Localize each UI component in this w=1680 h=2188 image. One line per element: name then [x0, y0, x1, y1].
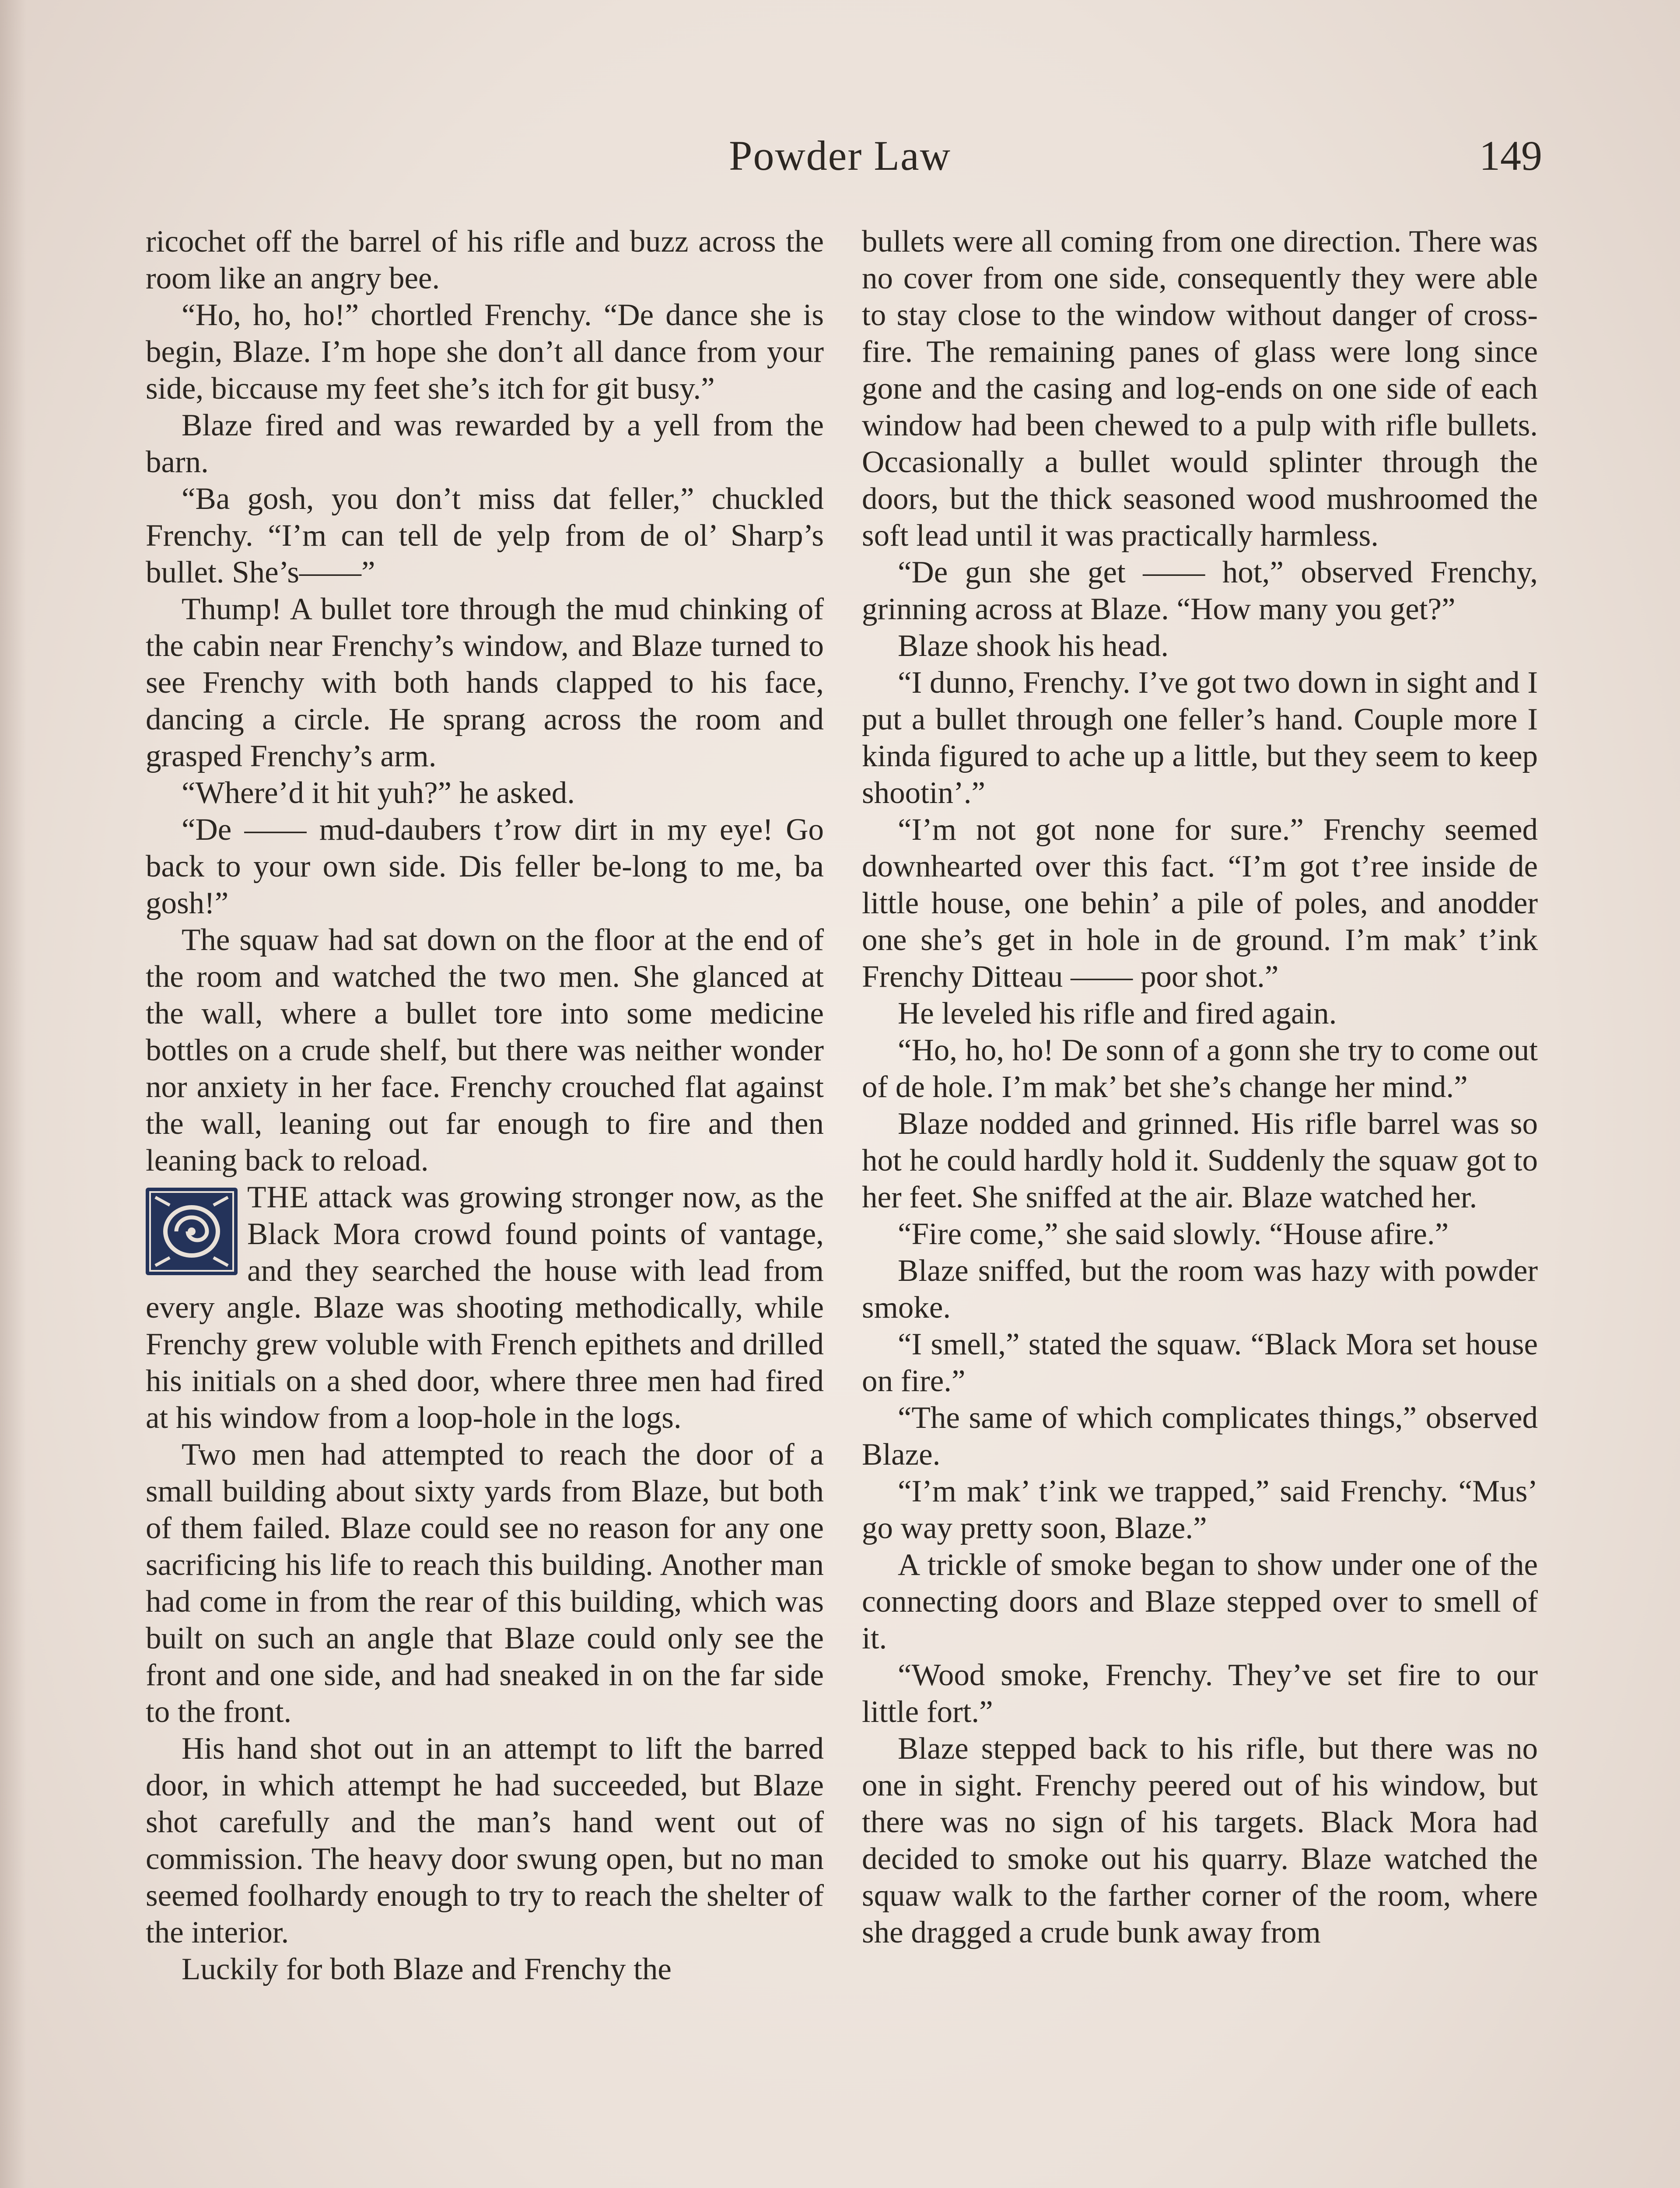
- paragraph: “Wood smoke, Frenchy. They’ve set fire to our little fort.”: [862, 1658, 1538, 1729]
- paragraph: The squaw had sat down on the floor at the end of the room and watched the two men. She glanced at the wall, where a bullet tore into some medicine bottles on a crude shelf, but there was neither wonder nor anxiety in her face. Frenchy crouched flat against the wall, leaning out far enough to fire and then leaning back to reload.: [146, 923, 824, 1178]
- paragraph: “The same of which complicates things,” observed Blaze.: [862, 1401, 1538, 1472]
- section-lead-in: THE: [247, 1180, 309, 1214]
- paragraph: ricochet off the barrel of his rifle and buzz across the room like an angry bee.: [146, 224, 824, 295]
- left-column-paragraphs: [146, 223, 824, 1179]
- running-head: Powder Law: [729, 132, 951, 179]
- paragraph: Blaze nodded and grinned. His rifle barrel was so hot he could hardly hold it. Suddenly the squaw got to her feet. She sniffed at the air. Blaze watched her.: [862, 1107, 1538, 1214]
- paragraph: His hand shot out in an attempt to lift the barred door, in which attempt he had succeeded, but Blaze shot carefully and the man’s hand went out of commission. The heavy door swung open, but no man seemed foolhardy enough to try to reach the shelter of the interior.: [146, 1732, 824, 1950]
- paragraph: Two men had attempted to reach the door of a small building about sixty yards from Blaze, but both of them failed. Blaze could see no reason for any one sacrificing his life to reach this building. Another man had come in from the rear of this building, which was built on such an angle that Blaze could only see the front and one side, and had sneaked in on the far side to the front.: [146, 1438, 824, 1729]
- paragraph: “De —— mud-daubers t’row dirt in my eye! Go back to your own side. Dis feller be-long to me, ba gosh!”: [146, 813, 824, 920]
- paragraph: “Ho, ho, ho!” chortled Frenchy. “De dance she is begin, Blaze. I’m hope she don’t all dance from your side, biccause my feet she’s itch for git busy.”: [146, 298, 824, 406]
- section-text: attack was growing stronger now, as the Black Mora crowd found points of vantage, and they searched the house with lead from every angle. Blaze was shooting methodically, while Frenchy grew voluble with French epithets and drilled his initials on a shed door, where three men had fired at his window from a loop-hole in the logs.: [146, 1180, 824, 1435]
- swirl-ornament-icon: [146, 1188, 238, 1275]
- paragraph: “I’m not got none for sure.” Frenchy seemed downhearted over this fact. “I’m got t’ree inside de little house, one behin’ a pile of poles, and anodder one she’s get in hole in de ground. I’m mak’ t’ink Frenchy Ditteau —— poor shot.”: [862, 813, 1538, 994]
- paragraph: Blaze shook his head.: [898, 629, 1169, 663]
- paragraph: “De gun she get —— hot,” observed Frenchy, grinning across at Blaze. “How many you get?”: [862, 555, 1538, 626]
- paragraph: Blaze stepped back to his rifle, but there was no one in sight. Frenchy peered out of his window, but there was no sign of his targets. Black Mora had decided to smoke out his quarry. Blaze watched the squaw walk to the farther corner of the room, where she dragged a crude bunk away from: [862, 1732, 1538, 1950]
- paragraph: bullets were all coming from one direction. There was no cover from one side, consequently they were able to stay close to the window without danger of cross-fire. The remaining panes of glass were long since gone and the casing and log-ends on one side of each window had been chewed to a pulp with rifle bullets. Occasionally a bullet would splinter through the doors, but the thick seasoned wood mushroomed the soft lead until it was practically harmless.: [862, 224, 1538, 553]
- paragraph: Blaze fired and was rewarded by a yell from the barn.: [146, 408, 824, 479]
- paragraph: “I smell,” stated the squaw. “Black Mora set house on fire.”: [862, 1327, 1538, 1398]
- page-edge-shadow: [0, 0, 26, 2188]
- page-header: [0, 131, 1680, 188]
- paragraph: “Fire come,” she said slowly. “House afire.”: [898, 1217, 1449, 1251]
- left-column: [146, 223, 824, 1988]
- right-column-paragraphs: [862, 223, 1538, 1951]
- right-column: [862, 223, 1538, 1951]
- paragraph: He leveled his rifle and fired again.: [898, 996, 1337, 1031]
- paragraph: “I dunno, Frenchy. I’ve got two down in sight and I put a bullet through one feller’s hand. Couple more I kinda figured to ache up a little, but they seem to keep shootin’.”: [862, 666, 1538, 810]
- paragraph: Blaze sniffed, but the room was hazy with powder smoke.: [862, 1254, 1538, 1325]
- paragraph: Luckily for both Blaze and Frenchy the: [182, 1952, 672, 1986]
- left-column-paragraphs-after: [146, 1436, 824, 1988]
- paragraph: “Ba gosh, you don’t miss dat feller,” chuckled Frenchy. “I’m can tell de yelp from de ol’ Sharp’s bullet. She’s——”: [146, 482, 824, 589]
- paragraph: “Where’d it hit yuh?” he asked.: [182, 776, 575, 810]
- paragraph: “I’m mak’ t’ink we trapped,” said Frenchy. “Mus’ go way pretty soon, Blaze.”: [862, 1474, 1538, 1545]
- paragraph: A trickle of smoke began to show under one of the connecting doors and Blaze stepped over to smell of it.: [862, 1548, 1538, 1655]
- page-number: 149: [1479, 132, 1542, 179]
- paragraph: “Ho, ho, ho! De sonn of a gonn she try to come out of de hole. I’m mak’ bet she’s change her mind.”: [862, 1033, 1538, 1104]
- paragraph: Thump! A bullet tore through the mud chinking of the cabin near Frenchy’s window, and Blaze turned to see Frenchy with both hands clapped to his face, dancing a circle. He sprang across the room and grasped Frenchy’s arm.: [146, 592, 824, 773]
- section-break-paragraph: [146, 1179, 824, 1436]
